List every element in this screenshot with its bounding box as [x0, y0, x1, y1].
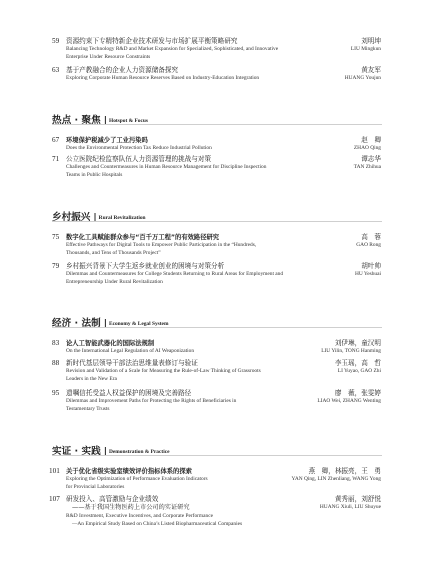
article-title-en-cont: Entrepreneurship Under Rural Revitalization — [66, 279, 163, 285]
toc-entry-83[interactable] — [0, 339, 427, 354]
section-header-rural — [52, 207, 146, 223]
section-header-economy — [52, 313, 169, 329]
article-title-cn: 环境保护税减少了工业污染吗 — [66, 137, 148, 144]
toc-entry-71[interactable] — [0, 155, 427, 178]
page-number: 107 — [49, 495, 60, 503]
page-number: 75 — [52, 233, 60, 241]
page-number: 95 — [52, 389, 60, 397]
section-rule — [52, 455, 382, 456]
author-en: YAN Qing, LIN Zhenliang, WANG Yong — [291, 476, 381, 482]
section-divider: | — [103, 115, 107, 126]
article-title-cn: 论人工智能武器化的国际法规制 — [66, 340, 155, 347]
article-title-cn: 资源约束下专精特新企业技术研发与市场扩展平衡策略研究 — [66, 37, 238, 45]
section-rule — [52, 124, 382, 125]
section-rule — [52, 327, 382, 328]
toc-entry-101[interactable] — [0, 467, 427, 490]
toc-entry-107[interactable] — [0, 495, 427, 527]
section-rule — [52, 221, 382, 222]
article-title-en: Exploring the Optimization of Performance Evaluation Indicators — [66, 476, 208, 482]
article-title-cn: 数字化工具赋能群众参与“百千万工程”的有效路径研究 — [66, 234, 220, 241]
section-divider: | — [103, 318, 107, 329]
article-title-en: Exploring Corporate Human Resource Reserves Based on Industry-Education Integration — [66, 75, 260, 81]
author-cn: 高 蓉 — [361, 233, 381, 241]
article-title-cn: 新时代基层领导干部法治思维量表修订与验证 — [66, 359, 198, 367]
author-en: GAO Rong — [356, 242, 381, 248]
author-cn: 李玉瑶，高 哲 — [334, 359, 381, 367]
article-title-en-cont: Testamentary Trusts — [66, 406, 110, 412]
section-title-cn: 经济 · 法制 — [52, 317, 101, 329]
author-en: HUANG Xiuli, LIU Shuyue — [319, 504, 381, 510]
toc-entry-75[interactable] — [0, 233, 427, 256]
author-cn: 黄秀丽，刘舒悦 — [334, 495, 381, 503]
author-cn: 刘明坤 — [361, 37, 381, 45]
page-number: 67 — [52, 136, 60, 144]
article-subtitle-cn: ——基于我国生物医药上市公司的实证研究 — [72, 504, 190, 511]
author-en: ZHAO Qing — [353, 145, 381, 151]
article-title-en: R&D Investment, Executive Incentives, and Corporate Performance — [66, 513, 213, 519]
author-cn: 廖 薇，张雯婷 — [334, 389, 381, 397]
section-title-en: Rural Revitalization — [98, 214, 146, 221]
section-header-practice — [52, 441, 170, 457]
toc-entry-88[interactable] — [0, 359, 427, 382]
section-divider: | — [93, 212, 97, 223]
article-title-cn: 遗嘱信托受益人权益保护的困境及完善路径 — [66, 389, 192, 397]
author-cn: 黄友军 — [361, 66, 381, 74]
article-title-en: Balancing Technology R&D and Market Expansion for Specialized, Sophisticated, and Innovative — [66, 46, 279, 52]
article-title-cn: 乡村振兴背景下大学生返乡就业创业的困境与对策分析 — [66, 262, 225, 270]
page-number: 63 — [52, 66, 60, 74]
section-header-hotspot — [52, 110, 148, 126]
author-cn: 谭志华 — [361, 155, 381, 163]
author-en: HUANG Youjun — [344, 75, 381, 81]
section-title-cn: 实证 · 实践 — [52, 445, 101, 457]
author-en: HU Yeshuai — [354, 271, 381, 277]
article-subtitle-en: —An Empirical Study Based on China’s Listed Biopharmaceutical Companies — [72, 521, 243, 527]
article-title-en-cont: Thousands, and Tens of Thousands Project” — [66, 250, 161, 256]
article-title-en: Effective Pathways for Digital Tools to Empower Public Participation in the “Hundreds, — [66, 242, 257, 248]
author-cn: 赵 卿 — [361, 136, 381, 144]
toc-entry-79[interactable] — [0, 262, 427, 285]
section-title-en: Economy & Legal System — [109, 320, 169, 327]
page-number: 88 — [52, 359, 60, 367]
article-title-en-cont: for Provincial Laboratories — [66, 484, 125, 490]
toc-entry-67[interactable] — [0, 136, 427, 151]
author-en: LIAO Wei, ZHANG Wenting — [317, 398, 381, 404]
toc-entry-95[interactable] — [0, 389, 427, 412]
article-title-cn: 公立医院纪检监察队伍人力资源管理的挑战与对策 — [66, 155, 212, 163]
article-title-en: On the International Legal Regulation of AI Weaponization — [66, 348, 195, 354]
article-title-cn: 基于产教融合的企业人力资源储备探究 — [66, 66, 179, 74]
author-en: LIU Mingkun — [350, 46, 381, 52]
article-title-en-cont: Teams in Public Hospitals — [66, 172, 123, 178]
page-number: 59 — [52, 37, 60, 45]
article-title-en: Revision and Validation of a Scale for Measuring the Rule-of-Law Thinking of Grassroots — [66, 368, 261, 374]
article-title-en-cont: Leaders in the New Era — [66, 376, 117, 382]
section-title-en: Demonstration & Practice — [109, 448, 170, 455]
page-number: 101 — [49, 467, 60, 475]
article-title-en: Challenges and Countermeasures in Human Resource Management for Discipline Inspection — [66, 164, 267, 170]
article-title-cn: 关于优化省级实验室绩效评价指标体系的探索 — [66, 468, 192, 475]
article-title-cn: 研发投入、高管激励与企业绩效 — [66, 495, 159, 503]
page-number: 83 — [52, 339, 60, 347]
article-title-en-cont: Enterprise Under Resource Constraints — [66, 54, 151, 60]
section-divider: | — [103, 446, 107, 457]
toc-entry-63[interactable] — [0, 66, 427, 81]
author-cn: 刘伊琳，童汉明 — [334, 339, 381, 347]
section-title-en: Hotspot & Focus — [109, 117, 148, 124]
article-title-en: Dilemmas and Improvement Paths for Protecting the Rights of Beneficiaries in — [66, 398, 237, 404]
author-cn: 胡叶帅 — [361, 262, 381, 270]
page-number: 71 — [52, 155, 60, 163]
author-en: TAN Zhihua — [353, 164, 381, 170]
author-en: LIU Yilin, TONG Hanming — [321, 348, 381, 354]
author-cn: 燕 卿，林振亮，王 勇 — [308, 467, 381, 475]
toc-entry-59[interactable] — [0, 37, 427, 60]
page-number: 79 — [52, 262, 60, 270]
author-en: LI Yuyao, GAO Zhi — [337, 368, 381, 374]
section-title-cn: 乡村振兴 — [52, 211, 91, 223]
section-title-cn: 热点 · 聚焦 — [52, 114, 101, 126]
article-title-en: Does the Environmental Protection Tax Reduce Industrial Pollution — [66, 145, 212, 151]
article-title-en: Dilemmas and Countermeasures for College Students Returning to Rural Areas for Employment and — [66, 271, 284, 277]
